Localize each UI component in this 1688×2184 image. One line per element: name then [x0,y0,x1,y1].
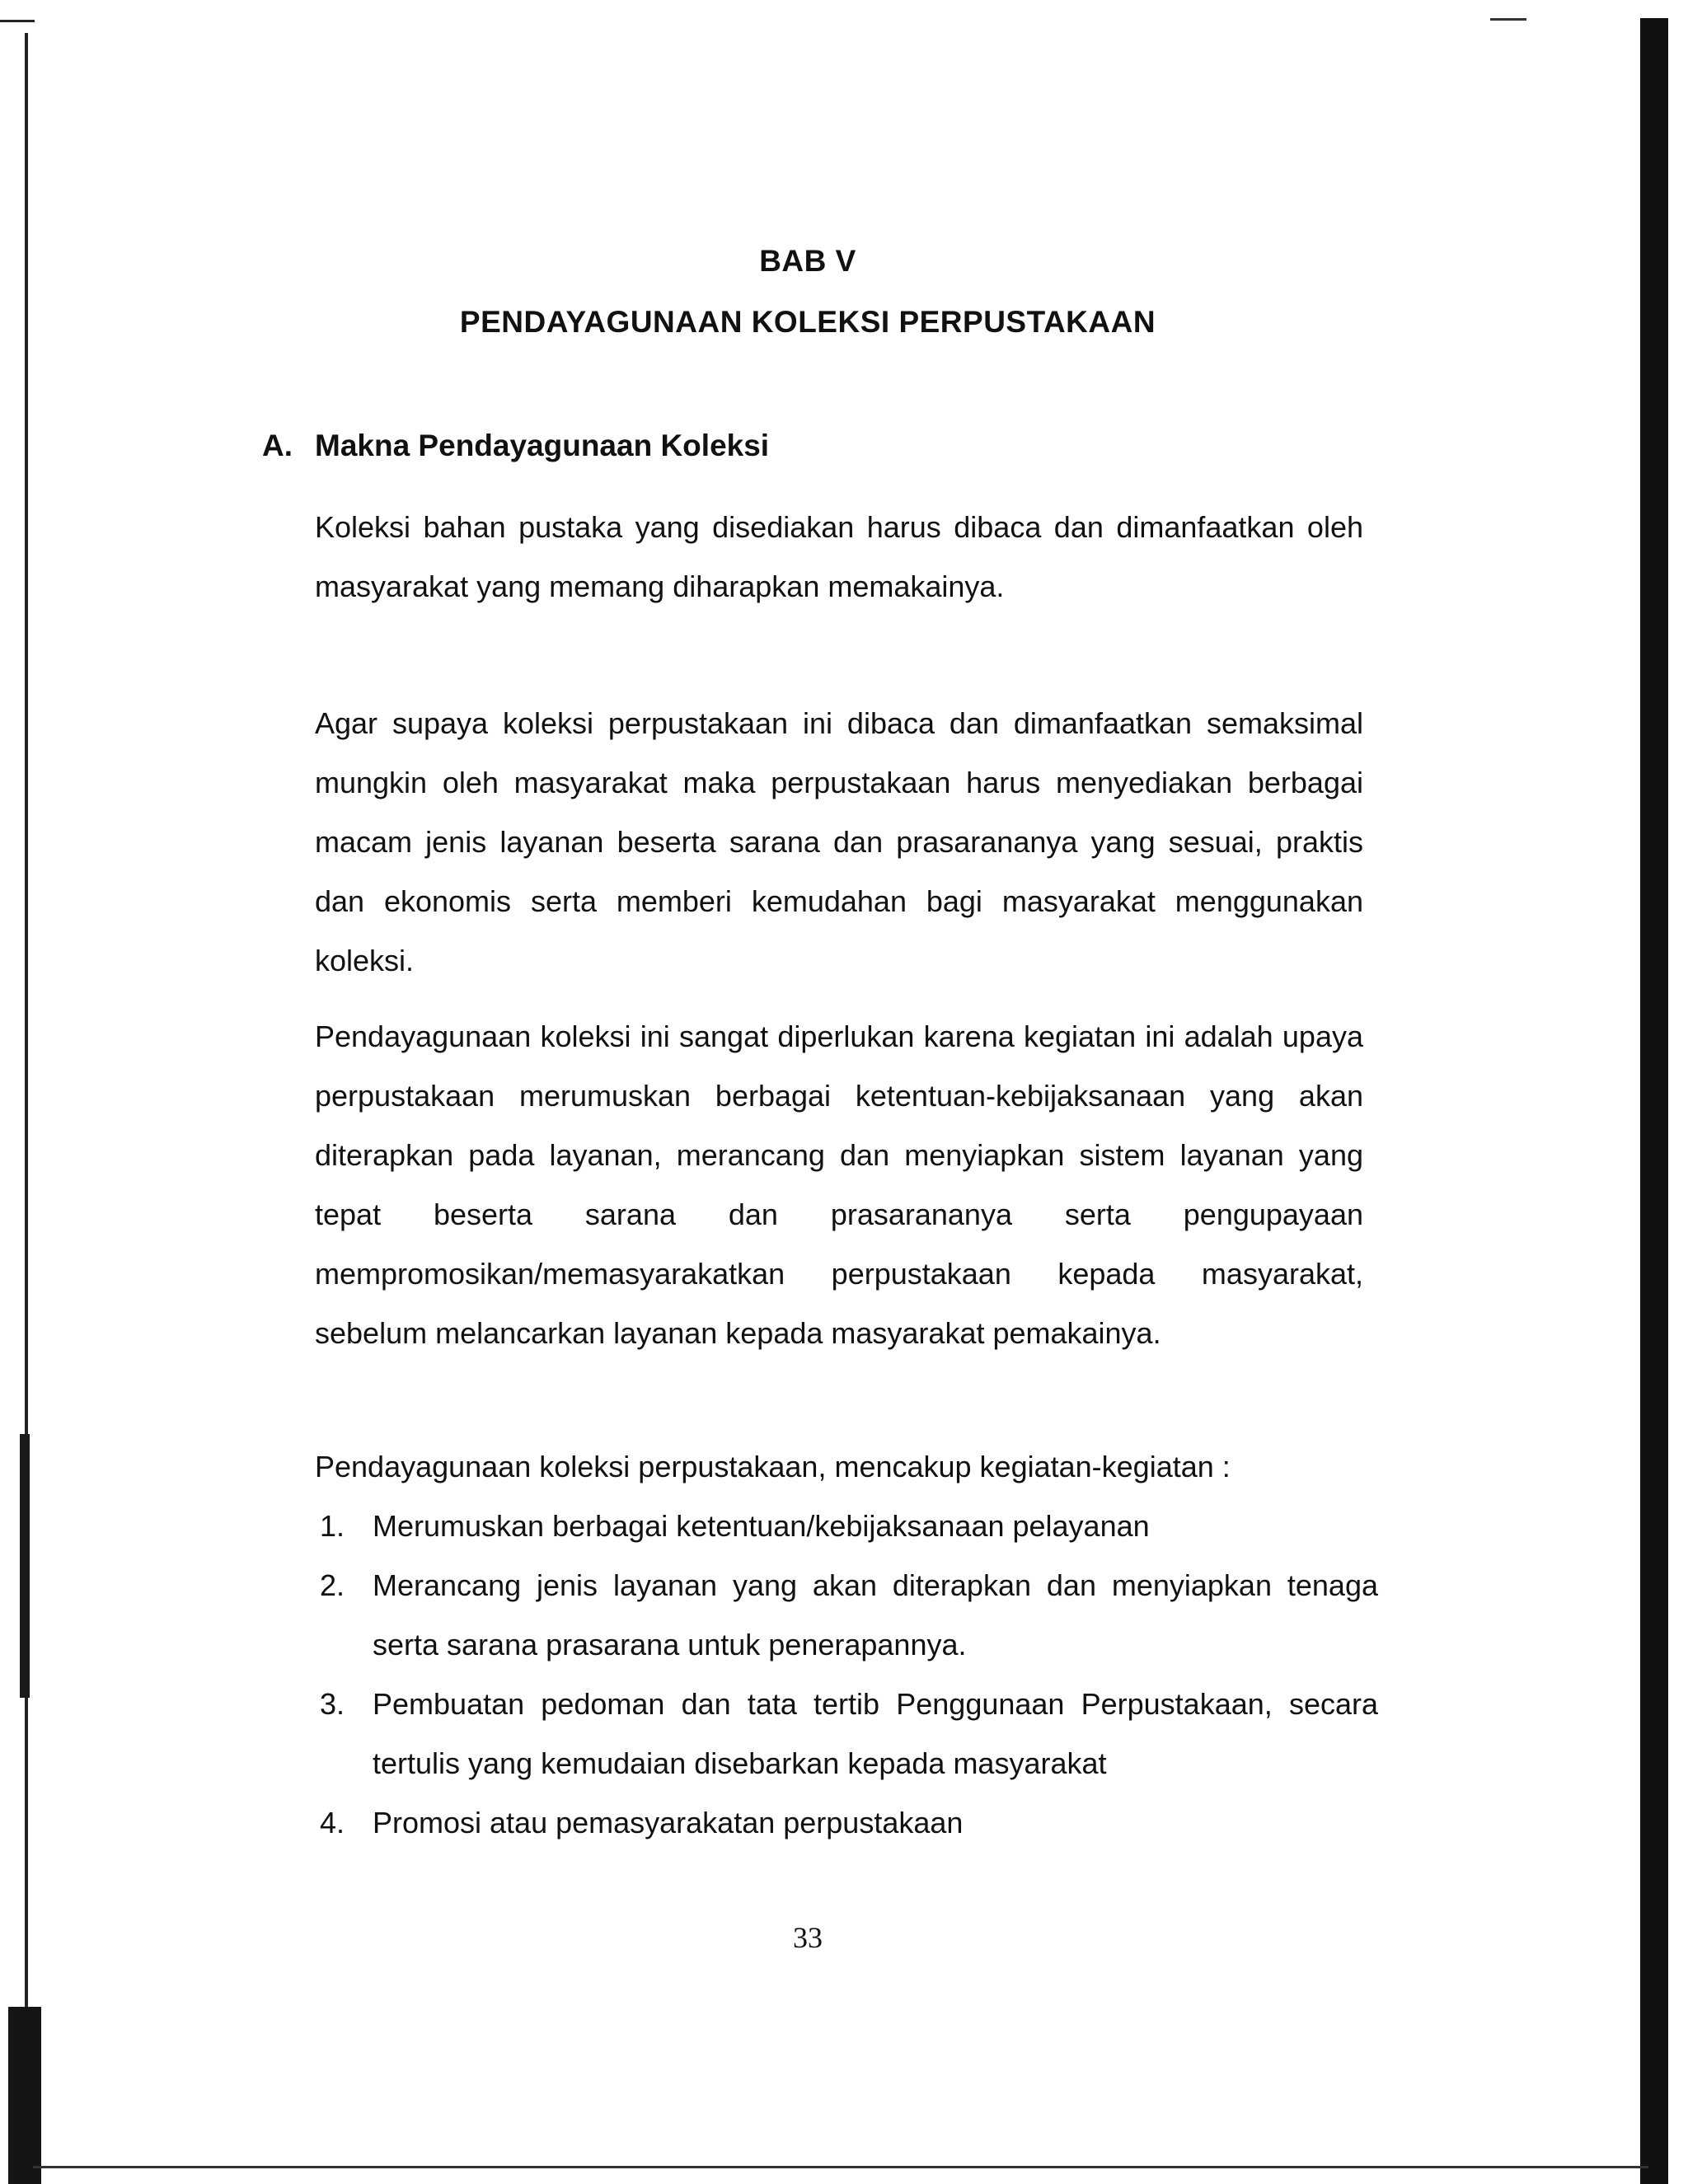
list-item-text: Merumuskan berbagai ketentuan/kebijaksanaan pelayanan [373,1509,1150,1543]
list-number: 1. [320,1509,345,1543]
paragraph: Koleksi bahan pustaka yang disediakan harus dibaca dan dimanfaatkan oleh masyarakat yang memang diharapkan memakainya. [315,510,1363,603]
list-number: 3. [320,1687,345,1721]
paragraph: Agar supaya koleksi perpustakaan ini dibaca dan dimanfaatkan semaksimal mungkin oleh masyarakat maka perpustakaan harus menyediakan berbagai macam jenis layanan beserta sarana dan prasarananya yang sesuai, praktis dan ekonomis serta memberi kemudahan bagi masyarakat menggunakan koleksi. [315,706,1363,977]
section-heading [262,429,769,463]
chapter-label: BAB V [759,244,856,278]
scan-corner-top [0,20,35,22]
section-title: Makna Pendayagunaan Koleksi [315,429,770,462]
list-item [315,1793,1378,1853]
paragraph: Pendayagunaan koleksi perpustakaan, mencakup kegiatan-kegiatan : [315,1450,1231,1483]
scan-border-left-mark [20,1434,30,1698]
scan-border-left [25,33,28,2110]
paragraph: Pendayagunaan koleksi ini sangat diperlukan karena kegiatan ini adalah upaya perpustakaan merumuskan berbagai ketentuan-kebijaksanaan yang akan diterapkan pada layanan, merancang dan menyiapkan sistem layanan yang tepat beserta sarana dan prasarananya serta pengupayaan mempromosikan/memasyarakatkan perpustakaan kepada masyarakat, sebelum melancarkan layanan kepada masyarakat pemakainya. [315,1019,1363,1350]
list-item-text: Merancang jenis layanan yang akan diterapkan dan menyiapkan tenaga serta sarana prasarana untuk penerapannya. [373,1568,1378,1661]
list-item-text: Pembuatan pedoman dan tata tertib Penggunaan Perpustakaan, secara tertulis yang kemudaian disebarkan kepada masyarakat [373,1687,1378,1780]
list-item [315,1497,1378,1556]
activity-list [315,1497,1378,1853]
scan-top-dash [1490,18,1526,21]
section-letter: A. [262,429,293,462]
list-item [315,1675,1378,1793]
chapter-title: PENDAYAGUNAAN KOLEKSI PERPUSTAKAAN [459,305,1156,339]
scan-corner-bottom [8,2007,41,2184]
list-number: 4. [320,1806,345,1840]
list-item [315,1556,1378,1675]
list-number: 2. [320,1568,345,1602]
scan-border-bottom [33,2166,1648,2168]
list-item-text: Promosi atau pemasyarakatan perpustakaan [373,1806,964,1840]
scan-border-right [1640,18,1668,2184]
page-number: 33 [793,1921,823,1954]
